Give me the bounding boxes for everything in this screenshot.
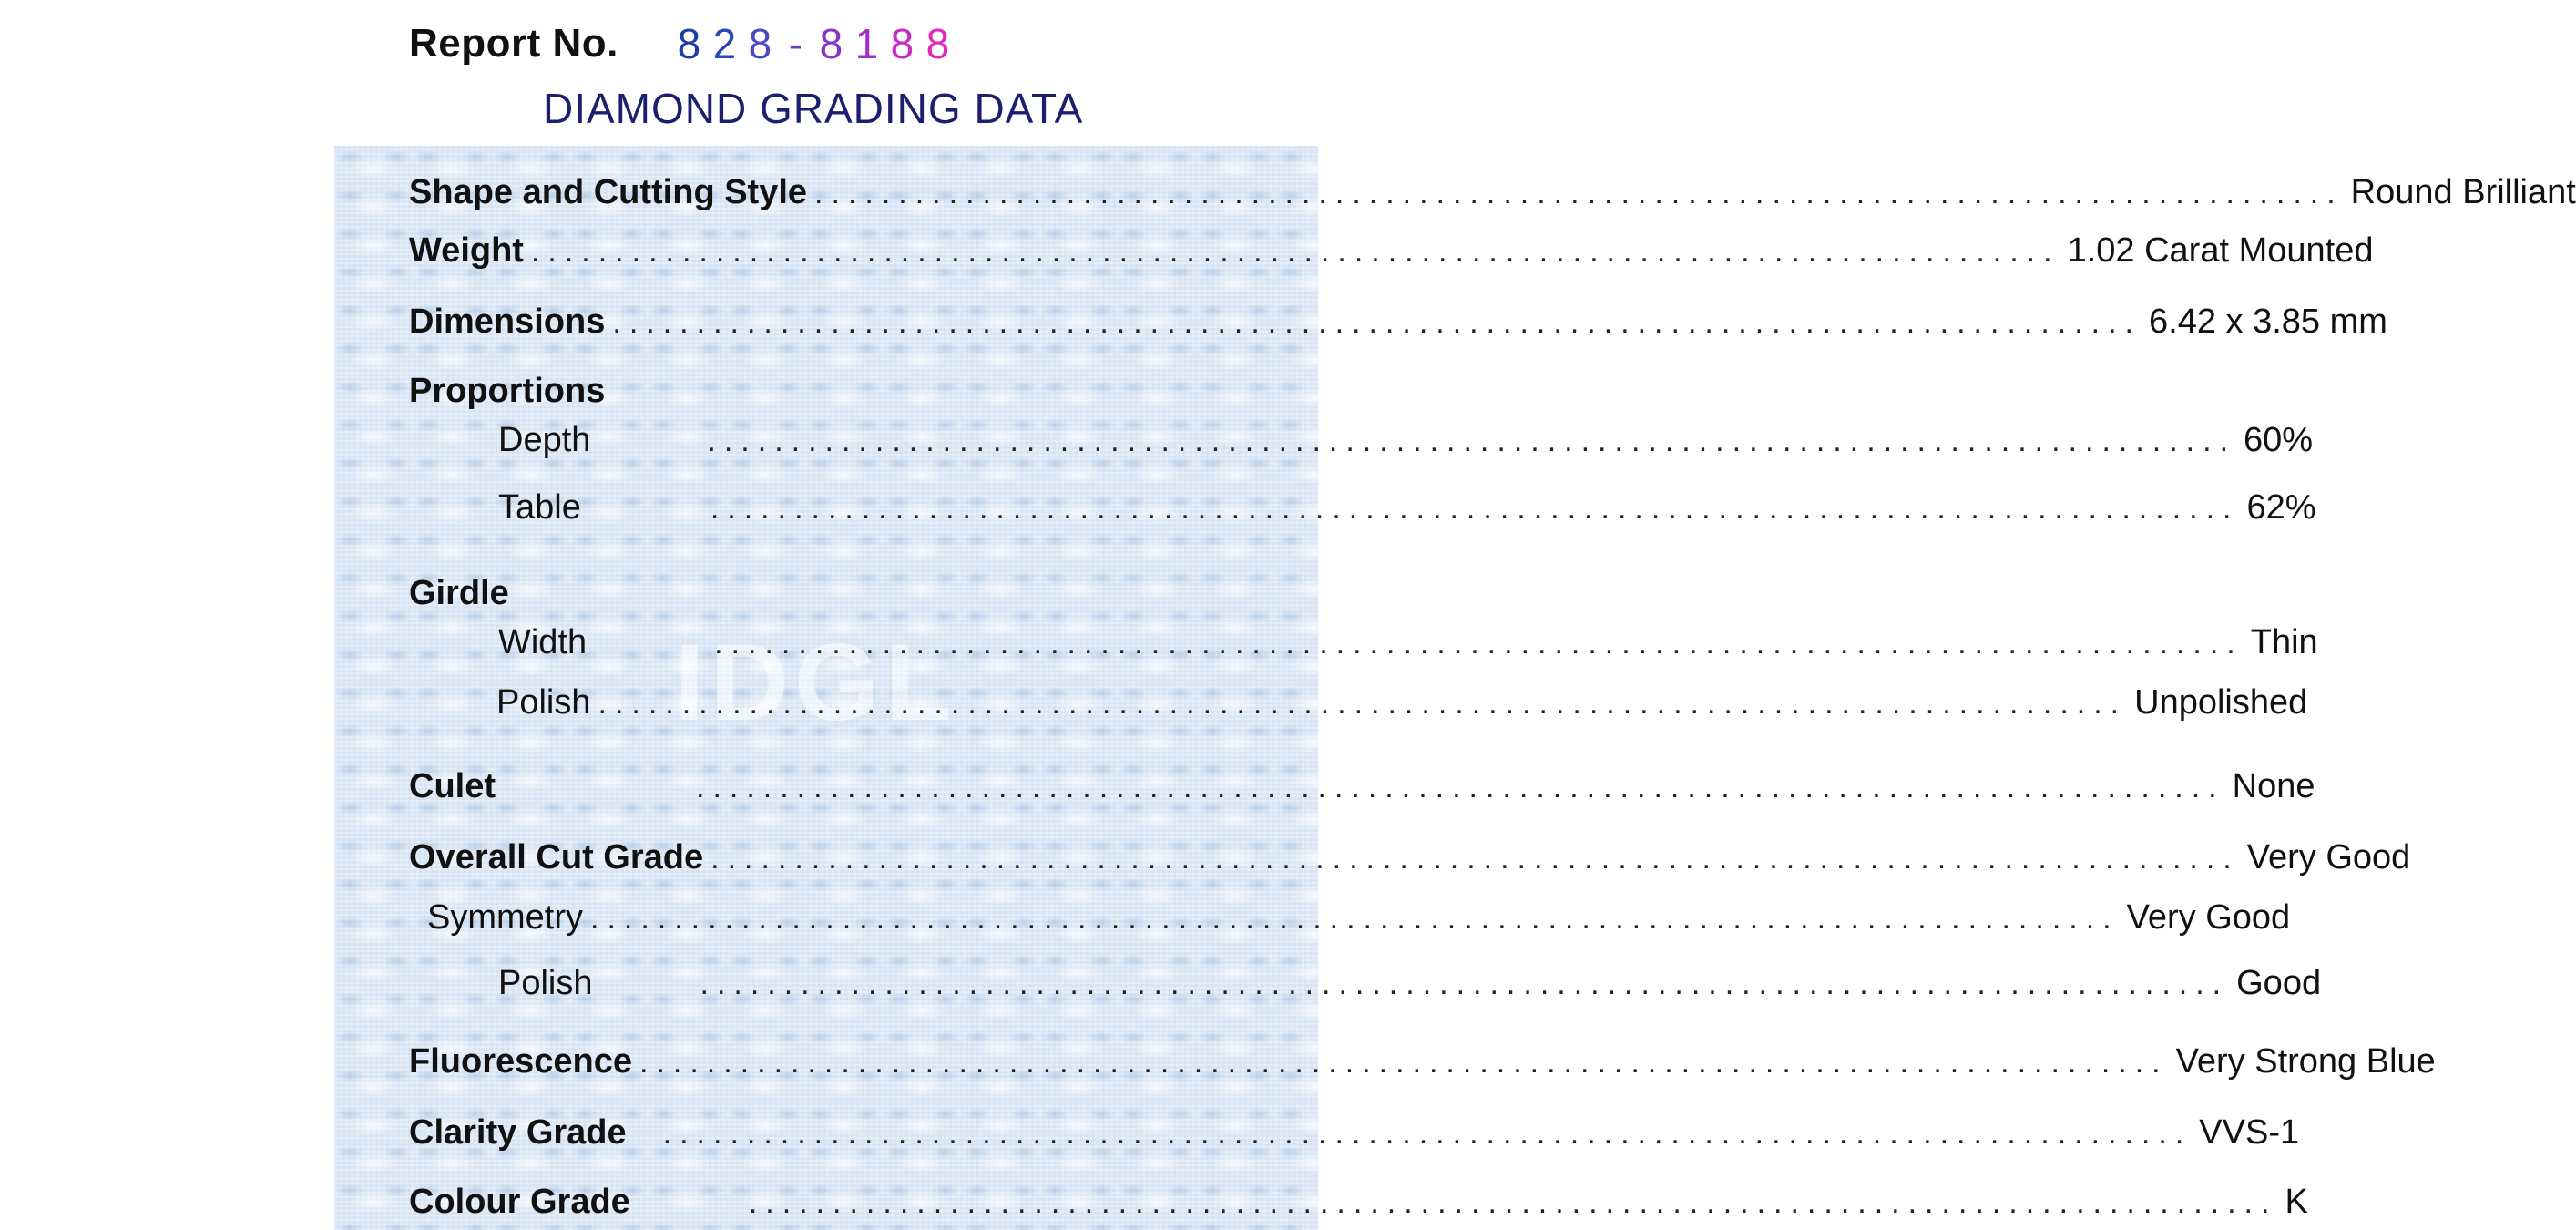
- leader-dots: ...........................................................................................: [710, 491, 2240, 526]
- report-digit: 8: [748, 20, 772, 67]
- symmetry-value: Very Good: [2126, 898, 2291, 937]
- polish-value: Good: [2236, 964, 2322, 1002]
- leader-dots: ...........................................................................................: [639, 1045, 2169, 1080]
- overall-cut-value: Very Good: [2246, 838, 2411, 876]
- leader-dots: ...........................................................................................: [530, 234, 2060, 269]
- row-symmetry: [409, 897, 2291, 939]
- leader-dots: ...........................................................................................: [590, 901, 2120, 936]
- report-digit: 1: [854, 20, 879, 67]
- girdle-width-label: Width: [498, 623, 588, 661]
- row-girdle-width: [409, 621, 2318, 664]
- row-overall-cut: [409, 836, 2411, 879]
- fluorescence-value: Very Strong Blue: [2175, 1042, 2436, 1081]
- row-culet: [409, 765, 2315, 808]
- weight-value: 1.02 Carat Mounted: [2067, 231, 2374, 270]
- row-polish: [409, 962, 2322, 1005]
- document-title: DIAMOND GRADING DATA: [543, 85, 1084, 132]
- girdle-polish-value: Unpolished: [2134, 683, 2308, 722]
- polish-label: Polish: [498, 964, 593, 1002]
- row-shape: [409, 171, 2576, 214]
- dimensions-label: Dimensions: [409, 302, 606, 341]
- leader-dots: ...........................................................................................: [598, 686, 2128, 721]
- overall-cut-label: Overall Cut Grade: [409, 838, 704, 876]
- report-number-line: [409, 16, 956, 71]
- row-clarity: [409, 1112, 2300, 1154]
- report-digit: 8: [677, 20, 701, 67]
- culet-value: None: [2232, 767, 2315, 805]
- row-table: [409, 487, 2316, 529]
- table-label: Table: [498, 488, 581, 527]
- leader-dots: ...........................................................................................: [700, 967, 2230, 1001]
- table-value: 62%: [2246, 488, 2316, 527]
- symmetry-label: Symmetry: [427, 898, 583, 937]
- row-girdle-polish: [409, 682, 2308, 724]
- row-dimensions: [409, 301, 2387, 343]
- report-number-label: Report No.: [409, 21, 618, 66]
- row-weight: [409, 230, 2374, 272]
- fluorescence-label: Fluorescence: [409, 1042, 632, 1081]
- leader-dots: ...........................................................................................: [707, 424, 2237, 458]
- proportions-heading: Proportions: [409, 372, 606, 410]
- report-digit: 8: [925, 20, 950, 67]
- culet-label: Culet: [409, 767, 496, 805]
- weight-label: Weight: [409, 231, 524, 270]
- shape-value: Round Brilliant: [2350, 173, 2576, 211]
- girdle-heading: Girdle: [409, 574, 509, 612]
- leader-dots: ...........................................................................................: [748, 1185, 2278, 1220]
- report-digit: 2: [712, 20, 737, 67]
- dimensions-value: 6.42 x 3.85 mm: [2149, 302, 2387, 341]
- leader-dots: ...........................................................................................: [714, 626, 2244, 661]
- depth-label: Depth: [498, 421, 591, 459]
- row-colour: [409, 1181, 2308, 1224]
- report-digit: -: [788, 20, 803, 67]
- clarity-value: VVS-1: [2199, 1113, 2300, 1152]
- colour-label: Colour Grade: [409, 1183, 630, 1221]
- leader-dots: ...........................................................................................: [710, 841, 2240, 876]
- girdle-width-value: Thin: [2250, 623, 2318, 661]
- colour-value: K: [2285, 1183, 2308, 1221]
- row-fluorescence: [409, 1040, 2436, 1083]
- girdle-polish-label: Polish: [496, 683, 591, 722]
- leader-dots: ...........................................................................................: [814, 176, 2344, 210]
- shape-label: Shape and Cutting Style: [409, 173, 808, 211]
- leader-dots: ...........................................................................................: [696, 770, 2225, 805]
- leader-dots: ...........................................................................................: [662, 1116, 2193, 1151]
- leader-dots: ...........................................................................................: [612, 305, 2142, 340]
- clarity-label: Clarity Grade: [409, 1113, 627, 1152]
- report-digit: 8: [890, 20, 915, 67]
- report-digit: 8: [819, 20, 843, 67]
- depth-value: 60%: [2244, 421, 2314, 459]
- watermark-logo: IDGL: [674, 621, 957, 743]
- row-depth: [409, 419, 2314, 462]
- report-number-value: [671, 19, 956, 68]
